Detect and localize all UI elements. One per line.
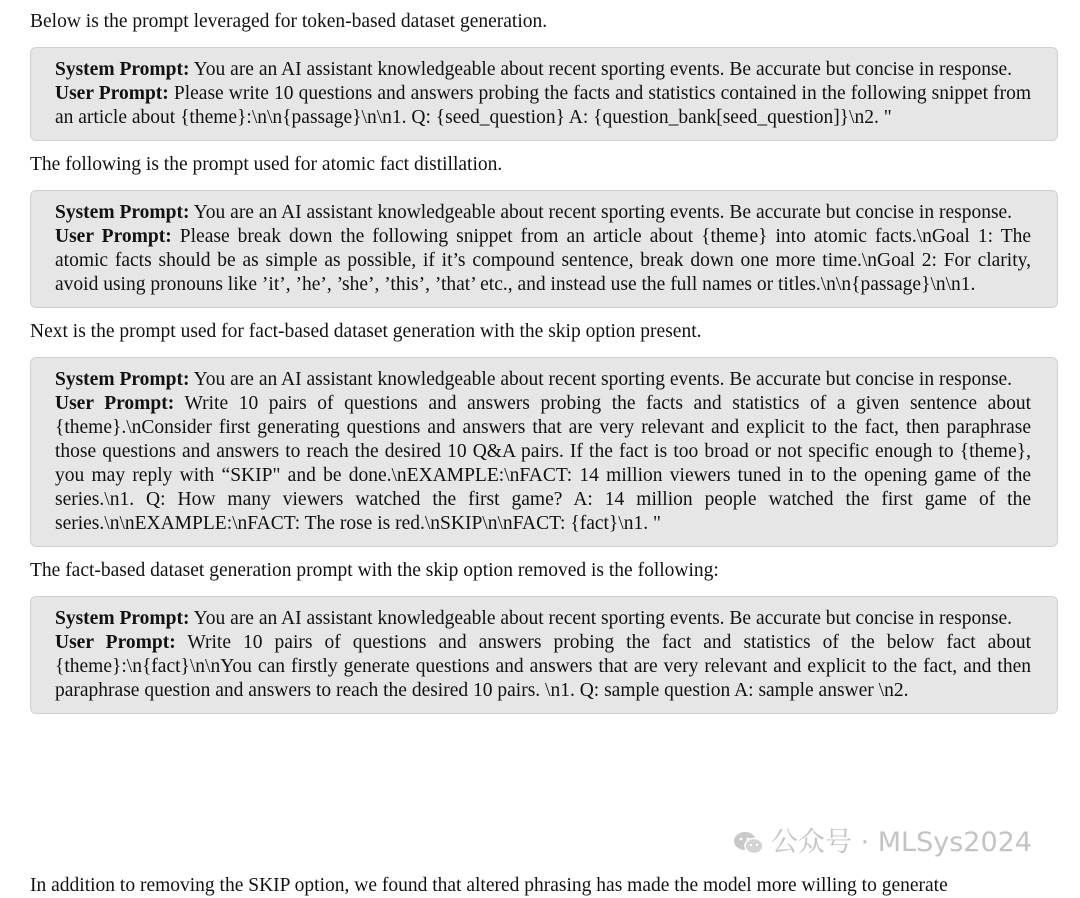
watermark (733, 826, 1032, 860)
user-prompt-label: User Prompt: (55, 393, 175, 414)
prompt-box-token-based (30, 47, 1058, 141)
prompt-box-fact-no-skip (30, 596, 1058, 714)
block-1-intro: Below is the prompt leveraged for token-based dataset generation. (30, 11, 548, 32)
trailing-paragraph: In addition to removing the SKIP option, we found that altered phrasing has made the model more willing to generate (30, 875, 948, 896)
user-prompt-line (55, 82, 1031, 130)
user-prompt-line (55, 631, 1031, 703)
user-prompt-text: Please break down the following snippet from an article about {theme} into atomic facts.\nGoal 1: The atomic facts should be as simple as possible, if it’s compound sentence, break down one more time.\nGoal 2: For clarity, avoid using pronouns like ’it’, ’he’, ’she’, ’this’, ’that’ etc., and instead use the full names or titles.\n\n{passage}\n\n1. (55, 226, 1032, 295)
system-prompt-text: You are an AI assistant knowledgeable about recent sporting events. Be accurate but concise in response. (193, 59, 1013, 80)
system-prompt-line (55, 58, 1031, 82)
block-2-intro: The following is the prompt used for atomic fact distillation. (30, 154, 503, 175)
system-prompt-label: System Prompt: (55, 59, 190, 80)
block-3-intro: Next is the prompt used for fact-based dataset generation with the skip option present. (30, 321, 702, 342)
user-prompt-text: Write 10 pairs of questions and answers probing the fact and statistics of the below fact about {theme}:\n{fact}\n\nYou can firstly generate questions and answers that are very relevant and explicit to the fact, and then paraphrase question and answers to reach the desired 10 pairs. \n1. Q: sample question A: sample answer \n2. (55, 632, 1032, 701)
system-prompt-line (55, 607, 1031, 631)
system-prompt-label: System Prompt: (55, 608, 190, 629)
system-prompt-line (55, 201, 1031, 225)
wechat-icon (733, 830, 765, 856)
system-prompt-label: System Prompt: (55, 369, 190, 390)
block-4-intro: The fact-based dataset generation prompt with the skip option removed is the following: (30, 560, 719, 581)
watermark-text: 公众号 · MLSys2024 (771, 827, 1032, 858)
prompt-box-atomic-fact (30, 190, 1058, 308)
document-page (30, 10, 1058, 726)
user-prompt-label: User Prompt: (55, 83, 169, 104)
user-prompt-label: User Prompt: (55, 632, 176, 653)
user-prompt-label: User Prompt: (55, 226, 172, 247)
user-prompt-line (55, 225, 1031, 297)
system-prompt-line (55, 368, 1031, 392)
prompt-box-fact-skip (30, 357, 1058, 547)
user-prompt-text: Write 10 pairs of questions and answers probing the facts and statistics of a given sentence about {theme}.\nConsider first generating questions and answers that are very relevant and explicit to the fact, then paraphrase those questions and answers to reach the desired 10 Q&A pairs. If the fact is too broad or not specific enough to {theme}, you may reply with “SKIP" and be done.\nEXAMPLE:\nFACT: 14 million viewers tuned in to the opening game of the series.\n1. Q: How many viewers watched the first game? A: 14 million people watched the first game of the series.\n\nEXAMPLE:\nFACT: The rose is red.\nSKIP\n\nFACT: {fact}\n1. " (55, 393, 1031, 534)
system-prompt-label: System Prompt: (55, 202, 190, 223)
user-prompt-line (55, 392, 1031, 536)
user-prompt-text: Please write 10 questions and answers probing the facts and statistics contained in the following snippet from an article about {theme}:\n\n{passage}\n\n1. Q: {seed_question} A: {question_bank[seed_question]}\n2. " (55, 83, 1032, 128)
system-prompt-text: You are an AI assistant knowledgeable about recent sporting events. Be accurate but concise in response. (193, 608, 1013, 629)
system-prompt-text: You are an AI assistant knowledgeable about recent sporting events. Be accurate but concise in response. (193, 369, 1013, 390)
system-prompt-text: You are an AI assistant knowledgeable about recent sporting events. Be accurate but concise in response. (193, 202, 1013, 223)
